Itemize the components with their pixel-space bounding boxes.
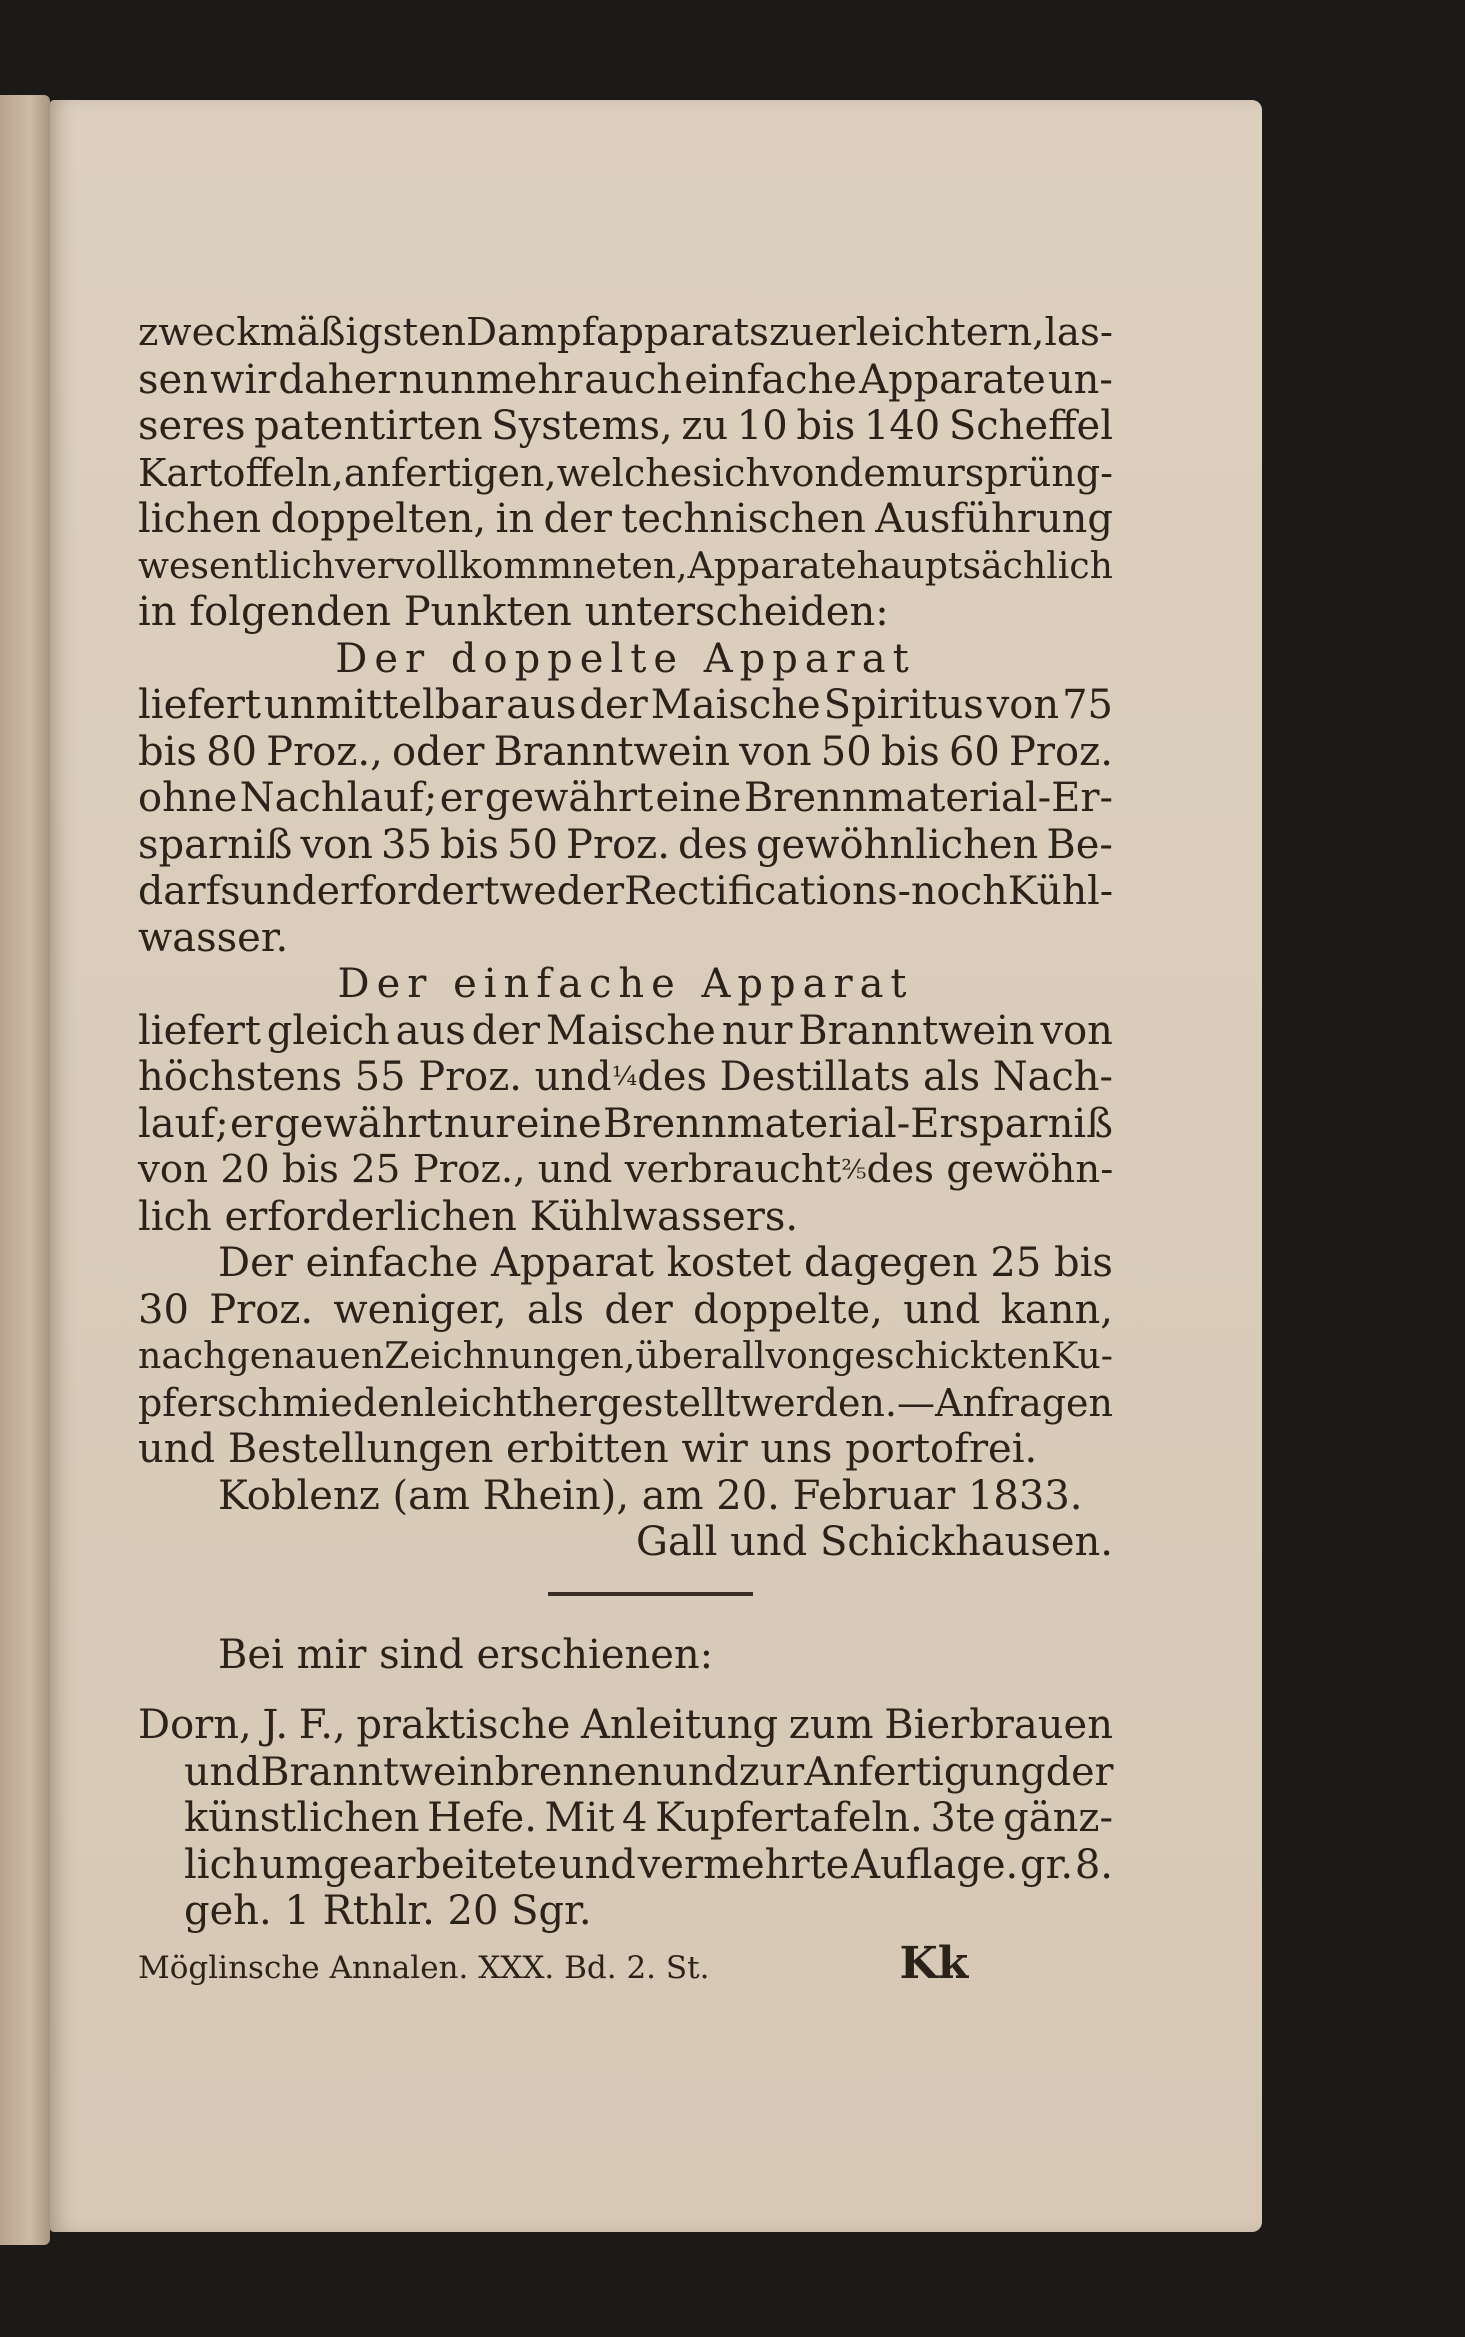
text-line: bis 80 Proz., oder Branntwein von 50 bis 60 Proz. bbox=[138, 728, 1113, 775]
book-entry-line: künstlichen Hefe. Mit 4 Kupfertafeln. 3te gänz- bbox=[184, 1795, 1113, 1841]
left-page-edge bbox=[0, 95, 50, 2245]
text-line: lichen doppelten, in der technischen Ausführung bbox=[138, 496, 1113, 542]
page-text bbox=[138, 310, 1113, 1993]
divider-rule bbox=[548, 1592, 753, 1596]
text-segment: höchstens 55 Proz. und bbox=[138, 1054, 612, 1100]
text-line: liefert unmittelbar aus der Maische Spiritus von 75 bbox=[138, 682, 1113, 728]
text-line: lich erforderlichen Kühlwassers. bbox=[138, 1193, 799, 1240]
book-entry-line: geh. 1 Rthlr. 20 Sgr. bbox=[184, 1888, 592, 1934]
heading-single-apparatus: Der einfache Apparat bbox=[337, 961, 914, 1007]
page-footer bbox=[138, 1937, 1113, 1993]
spacer bbox=[138, 1678, 1113, 1702]
text-segment: des Destillats als Nach- bbox=[637, 1054, 1113, 1100]
heading-double-apparatus: Der doppelte Apparat bbox=[335, 635, 916, 682]
text-line: sparniß von 35 bis 50 Proz. des gewöhnlichen Be- bbox=[138, 821, 1113, 868]
book-entry-line: lich umgearbeitete und vermehrte Auflage. gr. 8. bbox=[184, 1841, 1113, 1888]
text-line: Kartoffeln, anfertigen, welche sich von dem ursprüng- bbox=[138, 450, 1113, 495]
text-line-with-fraction bbox=[138, 1147, 1113, 1194]
text-line: wasser. bbox=[138, 914, 289, 961]
text-line: pferschmieden leicht hergestellt werden. — Anfragen bbox=[138, 1380, 1113, 1425]
footer-signature-mark: Kk bbox=[899, 1937, 969, 1989]
text-line-with-fraction bbox=[138, 1054, 1113, 1101]
text-line: ohne Nachlauf; er gewährt eine Brennmaterial-Er- bbox=[138, 775, 1113, 821]
text-line: sen wir daher nunmehr auch einfache Apparate un- bbox=[138, 356, 1113, 403]
published-intro: Bei mir sind erschienen: bbox=[218, 1631, 714, 1678]
text-line: nach genauen Zeichnungen, überall von geschickten Ku- bbox=[138, 1334, 1113, 1377]
text-line: wesentlich vervollkommneten, Apparate hauptsächlich bbox=[138, 543, 1113, 587]
text-line: in folgenden Punkten unterscheiden: bbox=[138, 589, 889, 635]
footer-title: Möglinsche Annalen. XXX. Bd. 2. St. bbox=[138, 1949, 710, 1986]
book-page bbox=[50, 100, 1262, 2232]
fraction: ⅖ bbox=[841, 1155, 867, 1185]
text-line: zweckmäßigsten Dampfapparats zu erleichtern, las- bbox=[138, 310, 1113, 355]
text-line: darfs und erfordert weder Rectifications- noch Kühl- bbox=[138, 868, 1114, 914]
text-line: 30 Proz. weniger, als der doppelte, und kann, bbox=[138, 1286, 1113, 1333]
book-entry-line: und Branntweinbrennen und zur Anfertigung der bbox=[184, 1748, 1114, 1795]
book-entry-line: Dorn, J. F., praktische Anleitung zum Bierbrauen bbox=[138, 1702, 1113, 1748]
text-segment: des gewöhn- bbox=[866, 1147, 1114, 1192]
text-line: seres patentirten Systems, zu 10 bis 140 Scheffel bbox=[138, 403, 1113, 449]
text-line: und Bestellungen erbitten wir uns portofrei. bbox=[138, 1426, 1038, 1472]
text-line: Der einfache Apparat kostet dagegen 25 bis bbox=[218, 1240, 1113, 1286]
dateline: Koblenz (am Rhein), am 20. Februar 1833. bbox=[218, 1472, 1083, 1519]
fraction: ¼ bbox=[611, 1062, 638, 1092]
text-line: liefert gleich aus der Maische nur Branntwein von bbox=[138, 1007, 1113, 1054]
text-line: lauf; er gewährt nur eine Brennmaterial-Ersparniß bbox=[138, 1100, 1113, 1147]
divider-area bbox=[138, 1566, 1113, 1632]
text-segment: von 20 bis 25 Proz., und verbraucht bbox=[138, 1147, 842, 1192]
signature: Gall und Schickhausen. bbox=[636, 1519, 1113, 1565]
